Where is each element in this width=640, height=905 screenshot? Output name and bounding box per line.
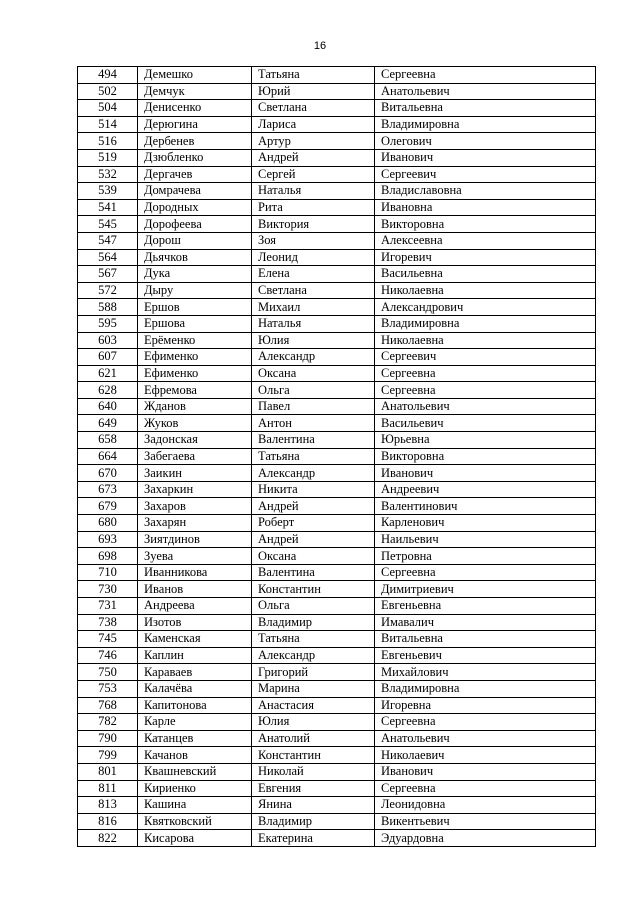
first-name-cell: Янина — [252, 797, 375, 814]
last-name-cell: Захарян — [138, 515, 252, 532]
first-name-cell: Наталья — [252, 315, 375, 332]
row-number-cell: 746 — [78, 647, 138, 664]
table-row — [78, 133, 596, 150]
table-row — [78, 598, 596, 615]
row-number-cell: 628 — [78, 382, 138, 399]
patronymic-cell: Иванович — [375, 465, 596, 482]
patronymic-cell: Карленович — [375, 515, 596, 532]
table-row — [78, 67, 596, 84]
row-number-cell: 519 — [78, 149, 138, 166]
first-name-cell: Григорий — [252, 664, 375, 681]
row-number-cell: 693 — [78, 531, 138, 548]
table-row — [78, 797, 596, 814]
table-row — [78, 349, 596, 366]
row-number-cell: 816 — [78, 813, 138, 830]
patronymic-cell: Евгеньевна — [375, 598, 596, 615]
last-name-cell: Заикин — [138, 465, 252, 482]
last-name-cell: Ефименко — [138, 365, 252, 382]
table-row — [78, 365, 596, 382]
first-name-cell: Юрий — [252, 83, 375, 100]
roster-body — [78, 67, 596, 847]
last-name-cell: Дерюгина — [138, 116, 252, 133]
last-name-cell: Дука — [138, 266, 252, 283]
first-name-cell: Наталья — [252, 183, 375, 200]
table-row — [78, 116, 596, 133]
row-number-cell: 539 — [78, 183, 138, 200]
patronymic-cell: Андреевич — [375, 481, 596, 498]
patronymic-cell: Владимировна — [375, 315, 596, 332]
first-name-cell: Юлия — [252, 714, 375, 731]
last-name-cell: Демешко — [138, 67, 252, 84]
patronymic-cell: Владимировна — [375, 680, 596, 697]
table-row — [78, 664, 596, 681]
last-name-cell: Ершова — [138, 315, 252, 332]
first-name-cell: Светлана — [252, 100, 375, 117]
row-number-cell: 679 — [78, 498, 138, 515]
first-name-cell: Светлана — [252, 282, 375, 299]
row-number-cell: 731 — [78, 598, 138, 615]
row-number-cell: 658 — [78, 432, 138, 449]
row-number-cell: 730 — [78, 581, 138, 598]
table-row — [78, 382, 596, 399]
last-name-cell: Каменская — [138, 631, 252, 648]
row-number-cell: 649 — [78, 415, 138, 432]
first-name-cell: Павел — [252, 398, 375, 415]
row-number-cell: 811 — [78, 780, 138, 797]
last-name-cell: Зиятдинов — [138, 531, 252, 548]
last-name-cell: Катанцев — [138, 730, 252, 747]
table-row — [78, 564, 596, 581]
first-name-cell: Оксана — [252, 548, 375, 565]
patronymic-cell: Наильевич — [375, 531, 596, 548]
first-name-cell: Михаил — [252, 299, 375, 316]
patronymic-cell: Евгеньевич — [375, 647, 596, 664]
row-number-cell: 698 — [78, 548, 138, 565]
last-name-cell: Кашина — [138, 797, 252, 814]
table-row — [78, 299, 596, 316]
patronymic-cell: Васильевич — [375, 415, 596, 432]
row-number-cell: 790 — [78, 730, 138, 747]
row-number-cell: 603 — [78, 332, 138, 349]
table-row — [78, 481, 596, 498]
table-row — [78, 780, 596, 797]
first-name-cell: Валентина — [252, 564, 375, 581]
last-name-cell: Дыру — [138, 282, 252, 299]
row-number-cell: 595 — [78, 315, 138, 332]
last-name-cell: Денисенко — [138, 100, 252, 117]
first-name-cell: Александр — [252, 349, 375, 366]
last-name-cell: Караваев — [138, 664, 252, 681]
patronymic-cell: Иванович — [375, 763, 596, 780]
table-row — [78, 332, 596, 349]
table-row — [78, 216, 596, 233]
last-name-cell: Ерёменко — [138, 332, 252, 349]
row-number-cell: 745 — [78, 631, 138, 648]
table-row — [78, 747, 596, 764]
table-row — [78, 266, 596, 283]
patronymic-cell: Александрович — [375, 299, 596, 316]
patronymic-cell: Игоревна — [375, 697, 596, 714]
last-name-cell: Капитонова — [138, 697, 252, 714]
row-number-cell: 670 — [78, 465, 138, 482]
last-name-cell: Жданов — [138, 398, 252, 415]
row-number-cell: 782 — [78, 714, 138, 731]
table-row — [78, 548, 596, 565]
table-row — [78, 680, 596, 697]
first-name-cell: Александр — [252, 647, 375, 664]
last-name-cell: Калачёва — [138, 680, 252, 697]
table-row — [78, 730, 596, 747]
patronymic-cell: Анатольевич — [375, 83, 596, 100]
first-name-cell: Лариса — [252, 116, 375, 133]
table-row — [78, 415, 596, 432]
first-name-cell: Татьяна — [252, 631, 375, 648]
row-number-cell: 607 — [78, 349, 138, 366]
row-number-cell: 541 — [78, 199, 138, 216]
last-name-cell: Забегаева — [138, 448, 252, 465]
first-name-cell: Анастасия — [252, 697, 375, 714]
first-name-cell: Рита — [252, 199, 375, 216]
row-number-cell: 738 — [78, 614, 138, 631]
table-row — [78, 315, 596, 332]
patronymic-cell: Михайлович — [375, 664, 596, 681]
first-name-cell: Юлия — [252, 332, 375, 349]
patronymic-cell: Димитриевич — [375, 581, 596, 598]
patronymic-cell: Сергеевна — [375, 564, 596, 581]
table-row — [78, 199, 596, 216]
row-number-cell: 664 — [78, 448, 138, 465]
first-name-cell: Леонид — [252, 249, 375, 266]
patronymic-cell: Иванович — [375, 149, 596, 166]
row-number-cell: 799 — [78, 747, 138, 764]
first-name-cell: Константин — [252, 747, 375, 764]
patronymic-cell: Ивановна — [375, 199, 596, 216]
patronymic-cell: Николаевна — [375, 282, 596, 299]
table-row — [78, 697, 596, 714]
table-row — [78, 614, 596, 631]
first-name-cell: Екатерина — [252, 830, 375, 847]
table-row — [78, 498, 596, 515]
first-name-cell: Татьяна — [252, 448, 375, 465]
first-name-cell: Константин — [252, 581, 375, 598]
row-number-cell: 621 — [78, 365, 138, 382]
row-number-cell: 813 — [78, 797, 138, 814]
table-row — [78, 100, 596, 117]
last-name-cell: Жуков — [138, 415, 252, 432]
row-number-cell: 640 — [78, 398, 138, 415]
patronymic-cell: Сергеевич — [375, 349, 596, 366]
row-number-cell: 494 — [78, 67, 138, 84]
first-name-cell: Никита — [252, 481, 375, 498]
row-number-cell: 768 — [78, 697, 138, 714]
patronymic-cell: Алексеевна — [375, 232, 596, 249]
table-row — [78, 647, 596, 664]
row-number-cell: 564 — [78, 249, 138, 266]
table-row — [78, 149, 596, 166]
table-row — [78, 432, 596, 449]
table-row — [78, 631, 596, 648]
row-number-cell: 516 — [78, 133, 138, 150]
last-name-cell: Дзюбленко — [138, 149, 252, 166]
last-name-cell: Изотов — [138, 614, 252, 631]
first-name-cell: Николай — [252, 763, 375, 780]
last-name-cell: Дородных — [138, 199, 252, 216]
patronymic-cell: Валентинович — [375, 498, 596, 515]
last-name-cell: Андреева — [138, 598, 252, 615]
table-row — [78, 282, 596, 299]
patronymic-cell: Сергеевич — [375, 166, 596, 183]
table-row — [78, 531, 596, 548]
first-name-cell: Александр — [252, 465, 375, 482]
patronymic-cell: Викторовна — [375, 216, 596, 233]
last-name-cell: Качанов — [138, 747, 252, 764]
patronymic-cell: Анатольевич — [375, 730, 596, 747]
last-name-cell: Ефремова — [138, 382, 252, 399]
patronymic-cell: Николаевич — [375, 747, 596, 764]
last-name-cell: Кириенко — [138, 780, 252, 797]
last-name-cell: Зуева — [138, 548, 252, 565]
table-row — [78, 515, 596, 532]
table-row — [78, 232, 596, 249]
last-name-cell: Дорофеева — [138, 216, 252, 233]
row-number-cell: 514 — [78, 116, 138, 133]
patronymic-cell: Эдуардовна — [375, 830, 596, 847]
row-number-cell: 502 — [78, 83, 138, 100]
roster-table — [77, 66, 596, 847]
first-name-cell: Евгения — [252, 780, 375, 797]
last-name-cell: Иванникова — [138, 564, 252, 581]
last-name-cell: Иванов — [138, 581, 252, 598]
first-name-cell: Ольга — [252, 382, 375, 399]
first-name-cell: Оксана — [252, 365, 375, 382]
first-name-cell: Валентина — [252, 432, 375, 449]
table-row — [78, 465, 596, 482]
patronymic-cell: Юрьевна — [375, 432, 596, 449]
last-name-cell: Демчук — [138, 83, 252, 100]
row-number-cell: 673 — [78, 481, 138, 498]
patronymic-cell: Игоревич — [375, 249, 596, 266]
table-row — [78, 166, 596, 183]
row-number-cell: 532 — [78, 166, 138, 183]
table-row — [78, 581, 596, 598]
last-name-cell: Захаркин — [138, 481, 252, 498]
patronymic-cell: Николаевна — [375, 332, 596, 349]
table-row — [78, 830, 596, 847]
last-name-cell: Дергачев — [138, 166, 252, 183]
first-name-cell: Зоя — [252, 232, 375, 249]
first-name-cell: Анатолий — [252, 730, 375, 747]
last-name-cell: Каплин — [138, 647, 252, 664]
row-number-cell: 567 — [78, 266, 138, 283]
first-name-cell: Андрей — [252, 498, 375, 515]
first-name-cell: Антон — [252, 415, 375, 432]
last-name-cell: Ершов — [138, 299, 252, 316]
table-row — [78, 763, 596, 780]
table-row — [78, 398, 596, 415]
row-number-cell: 753 — [78, 680, 138, 697]
patronymic-cell: Петровна — [375, 548, 596, 565]
first-name-cell: Роберт — [252, 515, 375, 532]
last-name-cell: Дорош — [138, 232, 252, 249]
row-number-cell: 822 — [78, 830, 138, 847]
last-name-cell: Квятковский — [138, 813, 252, 830]
last-name-cell: Ефименко — [138, 349, 252, 366]
row-number-cell: 547 — [78, 232, 138, 249]
table-row — [78, 448, 596, 465]
row-number-cell: 750 — [78, 664, 138, 681]
last-name-cell: Дербенев — [138, 133, 252, 150]
first-name-cell: Андрей — [252, 531, 375, 548]
row-number-cell: 545 — [78, 216, 138, 233]
last-name-cell: Задонская — [138, 432, 252, 449]
page-number: 16 — [313, 40, 327, 52]
last-name-cell: Захаров — [138, 498, 252, 515]
table-row — [78, 813, 596, 830]
first-name-cell: Артур — [252, 133, 375, 150]
row-number-cell: 680 — [78, 515, 138, 532]
patronymic-cell: Сергеевна — [375, 780, 596, 797]
last-name-cell: Домрачева — [138, 183, 252, 200]
last-name-cell: Дьячков — [138, 249, 252, 266]
patronymic-cell: Сергеевна — [375, 365, 596, 382]
patronymic-cell: Имавалич — [375, 614, 596, 631]
patronymic-cell: Викторовна — [375, 448, 596, 465]
first-name-cell: Марина — [252, 680, 375, 697]
table-row — [78, 83, 596, 100]
patronymic-cell: Леонидовна — [375, 797, 596, 814]
patronymic-cell: Владимировна — [375, 116, 596, 133]
row-number-cell: 801 — [78, 763, 138, 780]
patronymic-cell: Олегович — [375, 133, 596, 150]
patronymic-cell: Сергеевна — [375, 67, 596, 84]
first-name-cell: Сергей — [252, 166, 375, 183]
first-name-cell: Владимир — [252, 614, 375, 631]
table-row — [78, 714, 596, 731]
row-number-cell: 588 — [78, 299, 138, 316]
patronymic-cell: Сергеевна — [375, 714, 596, 731]
first-name-cell: Андрей — [252, 149, 375, 166]
patronymic-cell: Владиславовна — [375, 183, 596, 200]
first-name-cell: Елена — [252, 266, 375, 283]
last-name-cell: Карле — [138, 714, 252, 731]
table-row — [78, 249, 596, 266]
patronymic-cell: Витальевна — [375, 100, 596, 117]
last-name-cell: Квашневский — [138, 763, 252, 780]
first-name-cell: Виктория — [252, 216, 375, 233]
patronymic-cell: Васильевна — [375, 266, 596, 283]
last-name-cell: Кисарова — [138, 830, 252, 847]
first-name-cell: Ольга — [252, 598, 375, 615]
table-row — [78, 183, 596, 200]
row-number-cell: 572 — [78, 282, 138, 299]
patronymic-cell: Сергеевна — [375, 382, 596, 399]
patronymic-cell: Витальевна — [375, 631, 596, 648]
first-name-cell: Татьяна — [252, 67, 375, 84]
first-name-cell: Владимир — [252, 813, 375, 830]
row-number-cell: 504 — [78, 100, 138, 117]
patronymic-cell: Анатольевич — [375, 398, 596, 415]
row-number-cell: 710 — [78, 564, 138, 581]
patronymic-cell: Викентьевич — [375, 813, 596, 830]
